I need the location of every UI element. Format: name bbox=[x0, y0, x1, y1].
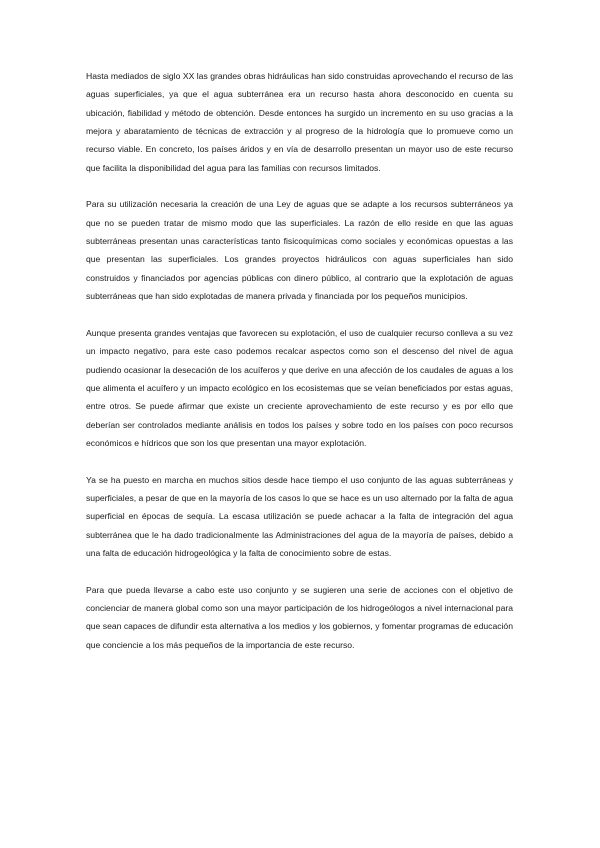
paragraph: Para que pueda llevarse a cabo este uso conjunto y se sugieren una serie de acciones con el objetivo de concienciar de manera global como son una mayor participación de los hidrogeólogos a nivel internacional para que sean capaces de difundir esta alternativa a los medios y los gobiernos, y fomentar programas de educación que conciencie a los más pequeños de la importancia de este recurso. bbox=[86, 584, 513, 650]
paragraph: Para su utilización necesaria la creación de una Ley de aguas que se adapte a los recursos subterráneos ya que no se pueden tratar de mismo modo que las superficiales. La razón de ello reside en que las aguas subterráneas presentan unas características tanto fisicoquímicas como sociales y económicas opuestas a las que presentan las superficiales. Los grandes proyectos hidráulicos con aguas superficiales han sido construidos y financiados por agencias públicas con dinero público, al contrario que la explotación de aguas subterráneas que han sido explotadas de manera privada y financiada por los pequeños municipios. bbox=[86, 199, 513, 302]
paragraph: Ya se ha puesto en marcha en muchos sitios desde hace tiempo el uso conjunto de las aguas subterráneas y superficiales, a pesar de que en la mayoría de los casos lo que se hace es un uso alternado por la falta de agua superficial en épocas de sequía. La escasa utilización se puede achacar a la falta de integración del agua subterránea que le ha dado tradicionalmente las Administraciones del agua de la mayoría de países, debido a una falta de educación hidrogeológica y la falta de conocimiento sobre de estas. bbox=[86, 474, 513, 558]
paragraph: Aunque presenta grandes ventajas que favorecen su explotación, el uso de cualquier recurso conlleva a su vez un impacto negativo, para este caso podemos recalcar aspectos como son el descenso del nivel de agua pudiendo ocasionar la desecación de los acuíferos y que derive en una afección de los caudales de aguas a los que alimenta el acuífero y un impacto ecológico en los ecosistemas que se veían beneficiados por estas aguas, entre otros. Se puede afirmar que existe un creciente aprovechamiento de este recurso y es por ello que deberían ser controlados mediante análisis en todos los países y sobre todo en los países con poco recursos económicos e hídricos que son los que presentan una mayor explotación. bbox=[86, 327, 513, 448]
paragraph: Hasta mediados de siglo XX las grandes obras hidráulicas han sido construidas aprovechando el recurso de las aguas superficiales, ya que el agua subterránea era un recurso hasta ahora desconocido en cuenta su ubicación, fiabilidad y método de obtención. Desde entonces ha surgido un incremento en su uso gracias a la mejora y abaratamiento de técnicas de extracción y al progreso de la hidrología que lo promueve como un recurso viable. En concreto, los países áridos y en vía de desarrollo presentan un mayor uso de este recurso que facilita la disponibilidad del agua para las familias con recursos limitados. bbox=[86, 71, 513, 173]
document-body bbox=[86, 67, 513, 672]
